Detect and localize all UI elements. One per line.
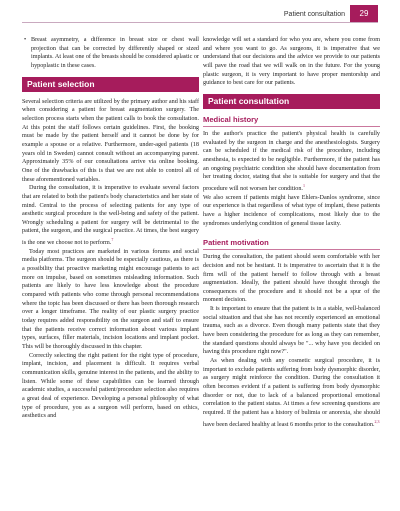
paragraph	[203, 357, 380, 429]
paragraph-text: In the author's practice the patient's physical health is carefully evaluated by the surgeon in charge and the anesthesiologists. Surgery can be scheduled if the medical risk of the procedure, including anesthesia, is expected to be negligible. Furthermore, if the patient has an ongoing psychiatric condition she should have documentation from her treating doctor, stating that she is suitable for surgery and that the procedure will not worsen her condition.	[203, 130, 380, 192]
section-heading-patient-consultation: Patient consultation	[203, 94, 380, 109]
list-item: • Breast asymmetry, a difference in breast size or chest wall projection that can be corrected by differently shaped or sized implants. At least one of the breasts should be considered aplastic or hypoplastic in these cases.	[31, 36, 199, 71]
page-number: 29	[350, 5, 378, 22]
paragraph: Correctly selecting the right patient for the right type of procedure, implant, incision, and placement is difficult. It requires verbal communication skills, genuine interest in the patients, and the ability to listen. While some of these capabilities can be learned through academic studies, a successful patient/procedure selection also requires a great deal of experience. Developing a personal philosophy of what type of procedure, you as a surgeon will perform, based on ethics, aesthetics and	[22, 352, 199, 420]
reference-marker: 2,3	[374, 418, 380, 424]
paragraph-text: During the consultation, it is imperative to evaluate several factors that are related to both the patient's body characteristics and her state of mind. Central to the process of selecting patients for any type of aesthetic surgical procedure is the well-being and safety of the patient. Wrongly scheduling a patient for surgery will be detrimental to the patient, the surgeon, and the surgical practice. At times, the best surgery is the one we choose not to perform.	[22, 185, 199, 247]
reference-marker: 1	[302, 182, 305, 188]
left-column	[22, 36, 199, 421]
section-heading-patient-selection: Patient selection	[22, 77, 199, 92]
paragraph: It is important to ensure that the patient is in a stable, well-balanced social situation and that she has not recently experienced an emotional trauma, such as a divorce. Even though many patients state that they have been considering the procedure for as long as they can remember, the standard questions should always be "... why have you decided on having this procedure right now?".	[203, 306, 380, 356]
paragraph: During the consultation, the patient should seem comfortable with her decision and not be hesitant. It is imperative to ascertain that it is the firm will of the patient herself to follow through with a breast augmentation. Ideally, the patient should have thought through the consequences of the procedure and it should not be a spur of the moment decision.	[203, 254, 380, 304]
subheading-text: Medical history	[203, 114, 259, 124]
paragraph-text: As when dealing with any cosmetic surgical procedure, it is important to exclude patients suffering from body dysmorphic disorder, as surgery might reinforce the condition. During the consultation it often becomes evident if a patient is suffering from body dysmorphic disorder or not, due to lack of a balanced proportional emotional correlation to the patient status. At times a few screening questions are required. If the patient has a history of bulimia or anorexia, she should have been declared healthy at least 6 months prior to the consultation.	[203, 358, 380, 428]
bullet-list	[22, 36, 199, 71]
paragraph	[203, 130, 380, 194]
running-head: Patient consultation	[283, 11, 345, 18]
page-header	[0, 0, 400, 22]
reference-marker: 7	[111, 237, 114, 243]
paragraph: Today most practices are marketed in various forums and social media platforms. The surgeon should be especially cautious, as there is a possibility that proactive marketing might encourage patients to act more on impulse, based on sometimes misleading information. Such patients are likely to have less knowledge about the procedure compared with patients who come through personal recommendations where the topic has been discussed or there has been thorough research over a longer timeframe. The reality of our plastic surgery practice today requires added responsibility on the surgeon and staff to ensure that the patients receive correct information about various implant types, surfaces, filler materials, incision locations and implant pocket. This will be thoroughly discussed in this chapter.	[22, 248, 199, 351]
paragraph: Several selection criteria are utilized by the primary author and his staff when considering a patient for breast augmentation surgery. The selection process starts when the patient calls to book the consultation. At this point the staff follows certain guidelines. First, the booking must be made by the patient herself and it cannot be done by for example a spouse or a relative. Furthermore, under-aged patients (18 years old in Sweden) cannot consult without an accompanying parent. Approximately 35% of our consultations arrive via online booking. One of the drawbacks of this is that we are not able to control all of these aforementioned variables.	[22, 98, 199, 183]
subheading-medical-history	[203, 115, 380, 127]
right-column	[203, 36, 380, 429]
paragraph: We also screen if patients might have Ehlers-Danlos syndrome, since our experience is that regardless of what type of implant, these patients have a higher incidence of complications, most likely due to the syndromes underlying condition of general tissue laxity.	[203, 194, 380, 227]
subheading-patient-motivation	[203, 238, 380, 250]
header-rule	[22, 22, 378, 23]
paragraph	[22, 184, 199, 248]
subheading-text: Patient motivation	[203, 238, 269, 248]
paragraph: knowledge will set a standard for who you are, where you come from and where you want to go. As surgeons, it is imperative that we understand that our decisions and the advice we provide to our patients will pave the road that we will walk on in the future. For the young plastic surgeon, it is very important to have proper mentorship and guidance to best care for our patients.	[203, 37, 380, 87]
subheading-rule	[203, 249, 380, 250]
subheading-rule	[203, 126, 380, 127]
